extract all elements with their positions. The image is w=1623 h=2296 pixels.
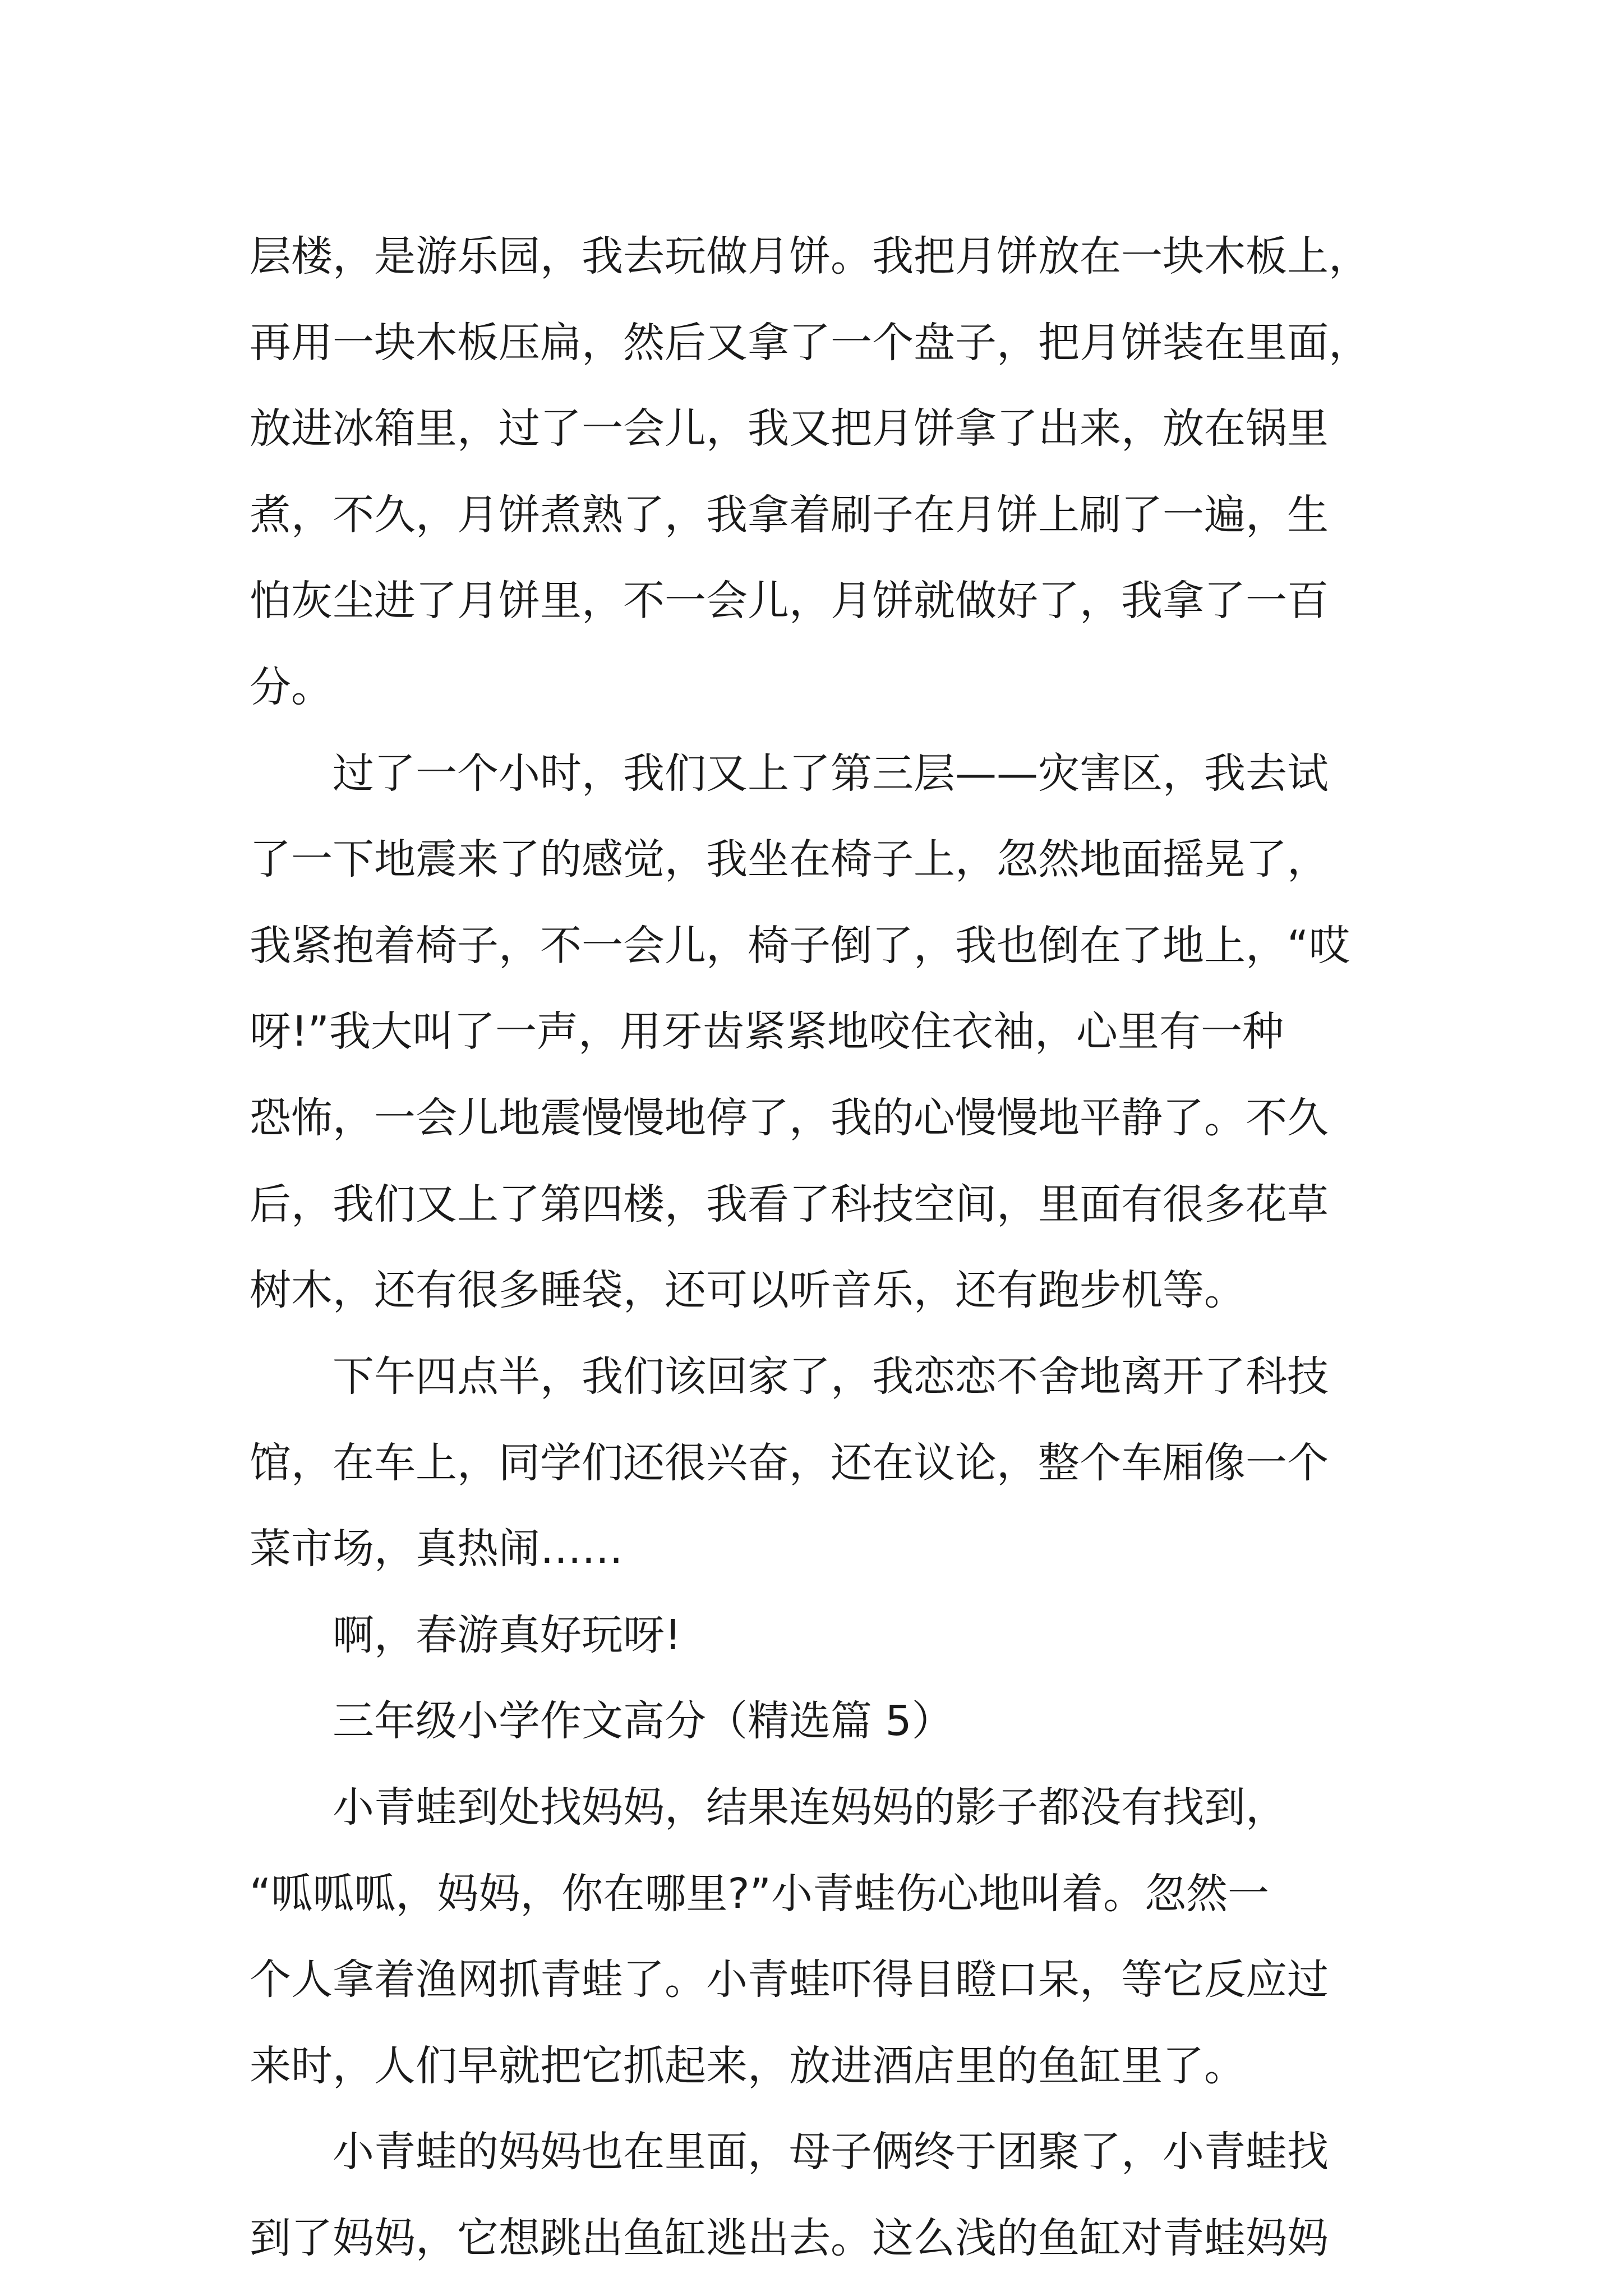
text-line: 呀!”我大叫了一声，用牙齿紧紧地咬住衣袖，心里有一种 (250, 1007, 1284, 1056)
section-heading: 三年级小学作文高分（精选篇 5） (250, 1697, 953, 1745)
text-line: 煮，不久，月饼煮熟了，我拿着刷子在月饼上刷了一遍，生 (250, 491, 1329, 539)
text-line: 啊，春游真好玩呀! (250, 1611, 681, 1659)
text-line: 来时，人们早就把它抓起来，放进酒店里的鱼缸里了。 (250, 2042, 1246, 2090)
text-line: 我紧抱着椅子，不一会儿，椅子倒了，我也倒在了地上，“哎 (250, 922, 1350, 970)
text-line: 下午四点半，我们该回家了，我恋恋不舍地离开了科技 (250, 1352, 1329, 1401)
text-line: 了一下地震来了的感觉，我坐在椅子上，忽然地面摇晃了， (250, 835, 1329, 884)
text-line: 树木，还有很多睡袋，还可以听音乐，还有跑步机等。 (250, 1266, 1246, 1314)
text-line: 层楼，是游乐园，我去玩做月饼。我把月饼放在一块木板上， (250, 232, 1370, 280)
text-line: 到了妈妈，它想跳出鱼缸逃出去。这么浅的鱼缸对青蛙妈妈 (250, 2214, 1329, 2262)
text-line: 恐怖，一会儿地震慢慢地停了，我的心慢慢地平静了。不久 (250, 1094, 1329, 1142)
text-line: 小青蛙的妈妈也在里面，母子俩终于团聚了，小青蛙找 (250, 2128, 1329, 2176)
text-line: 小青蛙到处找妈妈，结果连妈妈的影子都没有找到， (250, 1783, 1287, 1832)
text-line: 再用一块木板压扁，然后又拿了一个盘子，把月饼装在里面， (250, 319, 1370, 367)
text-line: 后，我们又上了第四楼，我看了科技空间，里面有很多花草 (250, 1180, 1329, 1228)
text-line: “呱呱呱，妈妈，你在哪里?”小青蛙伤心地叫着。忽然一 (250, 1870, 1269, 1918)
text-line: 怕灰尘进了月饼里，不一会儿，月饼就做好了，我拿了一百 (250, 577, 1329, 625)
text-line: 个人拿着渔网抓青蛙了。小青蛙吓得目瞪口呆，等它反应过 (250, 1955, 1329, 2004)
text-line: 过了一个小时，我们又上了第三层——灾害区，我去试 (250, 749, 1329, 798)
text-line: 分。 (250, 663, 333, 711)
text-line: 馆，在车上，同学们还很兴奋，还在议论，整个车厢像一个 (250, 1439, 1329, 1487)
text-line: 菜市场，真热闹…… (250, 1525, 623, 1573)
text-line: 放进冰箱里，过了一会儿，我又把月饼拿了出来，放在锅里 (250, 404, 1329, 453)
